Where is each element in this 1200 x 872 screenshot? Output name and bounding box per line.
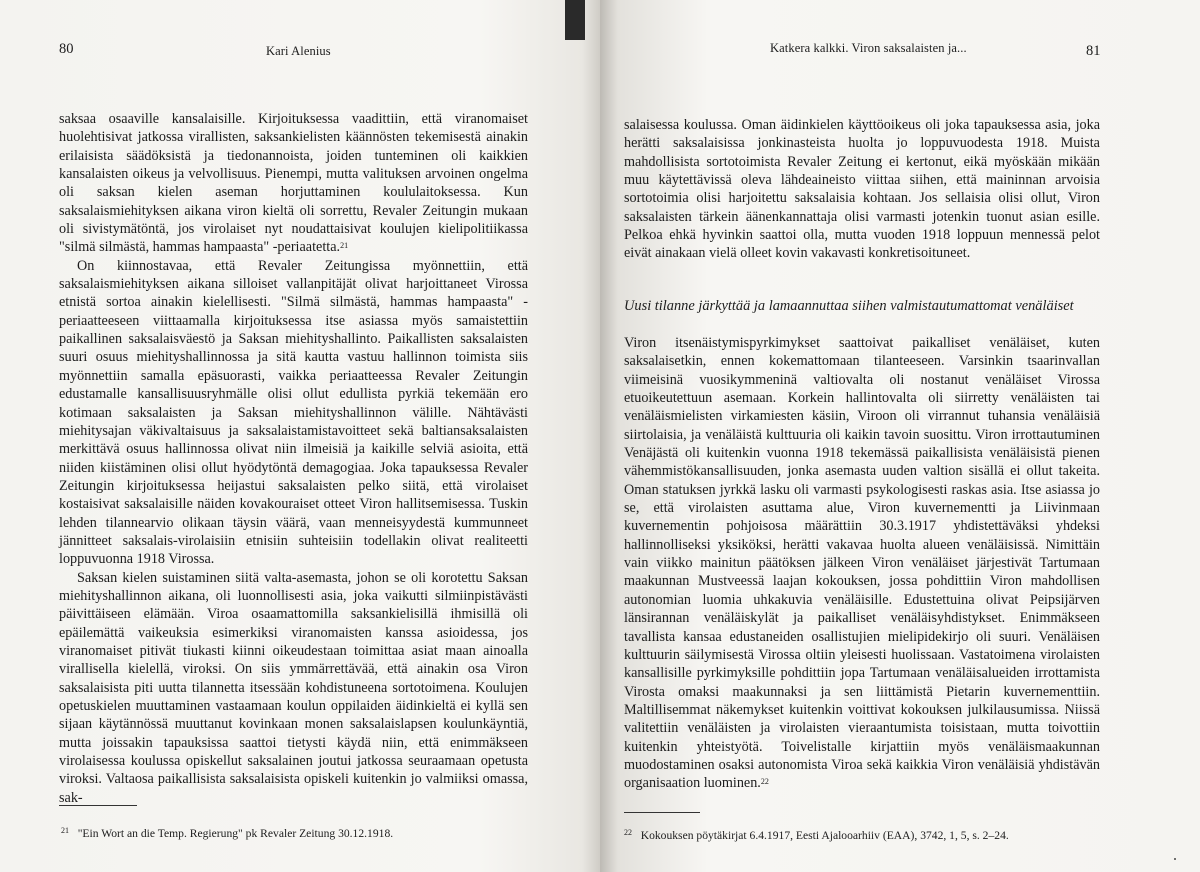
section-heading: Uusi tilanne järkyttää ja lamaannuttaa siihen valmistautumattomat venäläiset <box>624 298 1074 314</box>
footnote-rule <box>59 805 137 806</box>
body-text-bottom <box>624 334 1100 793</box>
page-number: 80 <box>59 41 74 57</box>
footnote <box>624 829 1094 842</box>
footnote-marker: 22 <box>624 828 632 837</box>
running-head: Kari Alenius <box>266 44 331 58</box>
scan-speck <box>1174 858 1176 860</box>
page-number: 81 <box>1086 43 1101 59</box>
footnote-text: Kokouksen pöytäkirjat 6.4.1917, Eesti Ajalooarhiiv (EAA), 3742, 1, 5, s. 2–24. <box>640 829 1009 842</box>
footnote-text: "Ein Wort an die Temp. Regierung" pk Revaler Zeitung 30.12.1918. <box>77 827 394 840</box>
paragraph-text: Viron itsenäistymispyrkimykset saattoivat paikalliset venäläiset, kuten saksalaisetkin, ennen kokemattomaan tilanteeseen. Varsinkin tsaarinvallan viimeisinä vuosikymmeninä valtiovalta oli nostanut venäläiset Virossa etuoikeutettuun asemaan. Korkein hallintovalta oli siirretty venäläisten tai venäläismielisten virkamiesten käsiin, Viroon oli virrannut tuhansia venäläisiä siirtolaisia, ja venäläistä kulttuuria oli kaikin tavoin suosittu. Viron irrottautuminen Venäjästä oli kuitenkin vuonna 1918 tekemässä paikallisista venäläisistä pienen vähemmistökansallisuuden, jonka asemasta uuden valtion sisällä ei ollut takeita. Oman statuksen jyrkkä lasku oli varmasti psykologisesti raskas asia. Itse asiassa jo se, että virolaisten asuttama alue, Viron kuvernementti ja Liivinmaan kuvernementin pohjoisosa määrättiin 30.3.1917 yhdistettäväksi yhdeksi hallinnolliseksi yksiköksi, herätti vakavaa huolta alueen venäläisissä. Nimittäin vain viikko mainitun päätöksen jälkeen Viron venäläiset järjestivät Tartumaan maakunnan Mustveessä laajan kokouksen, jossa pohdittiin Viron mahdollisen autonomian luomia uhkakuvia venäläisille. Edustettuina olivat Peipsijärven länsirannan venäläiskylät ja paikalliset venäläisyhdistykset. Enimmäkseen tavallista kansaa edustaneiden osallistujien mielipidekirjo oli suuri. Venäläisen kulttuurin säilymisestä Virossa oltiin yleisesti huolissaan. Vastatoimena virolaisten kansallisille pyrkimyksille pohdittiin jopa Tartumaan venäläisalueiden irrottamista Virosta omaksi maakunnaksi ja sen liittämistä Pietarin kuvernementtiin. Maltillisemmat näkemykset kuitenkin voittivat kokouksen julkilausumissa. Niissä valitettiin venäläisten ja virolaisten vieraantumista toisistaan, mutta toivottiin kuitenkin yhteistyötä. Toivelistalle kirjattiin myös venäläismaakunnan muodostaminen osaksi autonomista Viroa sekä kaikkia Viron venäläisiä yhdistävän organisaation luominen. <box>624 335 1100 792</box>
paragraph: On kiinnostavaa, että Revaler Zeitungissa myönnettiin, että saksalaismiehityksen aikana silloiset vallanpitäjät olivat harjoittaneet Virossa etnistä sortoa ainakin kielellisesti. "Silmä silmästä, hammas hampaasta" -periaatteeseen viittaamalla kirjoituksessa itse asiassa myös samaistettiin paikallinen saksalaisväestö ja Saksan miehityshallinto. Paikallisten saksalaisten suuri osuus miehityshallinnossa ja sitä kautta vastuu hallinnon toimista siis myönnettiin samalla epäsuorasti, vaikka periaatteessa Revaler Zeitungin edustamalle kansallisuusryhmälle olisi ollut edullista pyrkiä tekemään ero kotimaan saksalaisten ja Saksan miehityshallinnon välille. Nähtävästi miehitysajan väkivaltaisuus ja saksalaistamistavoitteet sekä baltiansaksalaisten merkittävä osuus hallinnossa olivat niin ilmeisiä ja kaikille selviä asioita, että niiden kiistäminen olisi ollut hyödytöntä demagogiaa. Joka tapauksessa Revaler Zeitungin kirjoituksessa heijastui saksalaisten pelko siitä, että virolaiset kostaisivat saksalaisille näiden kovakouraiset otteet Viron hallitsemisessa. Tuskin lehden tilannearvio olikaan täysin väärä, vaan menneisyydestä kummunneet jännitteet saksalais-virolaisiin etnisiin suhteisiin todellakin olivat realiteetti loppuvuonna 1918 Virossa. <box>59 257 528 568</box>
body-text <box>59 110 528 807</box>
paragraph: Saksan kielen suistaminen siitä valta-asemasta, johon se oli korotettu Saksan miehityshallinnon aikana, oli luonnollisesti asia, joka vaikutti silmiinpistävästi päivittäiseen elämään. Viroa osaamattomilla saksankielisillä ihmisillä oli epäilemättä vaikeuksia esimerkiksi viranomaisten kanssa asioidessa, jos viranomaiset pitivät tiukasti kiinni oikeudestaan toimittaa asiat maan ainoalla virallisella kielellä, viroksi. On siis ymmärrettävää, että ainakin osa Viron saksalaisista piti uutta tilannetta itsessään kohdistuneena sortotoimena. Koulujen opetuskielen muuttaminen vastaamaan koulun oppilaiden äidinkieltä ei kyllä sen sijaan käytännössä muuttanut kovinkaan monen saksalaislapsen koulunkäyntiä, mutta joissakin tapauksissa saattoi tietysti käydä niin, että enimmäkseen virolaisessa koulussa opiskellut saksalainen joutui jatkossa seuraamaan opetusta viroksi. Valtaosa paikallisista saksalaisista opiskeli kuitenkin jo valmiiksi omassa, sak- <box>59 569 528 806</box>
paragraph <box>59 110 528 257</box>
running-head: Katkera kalkki. Viron saksalaisten ja... <box>770 41 967 55</box>
paragraph-text: saksaa osaaville kansalaisille. Kirjoituksessa vaadittiin, että viranomaiset huolehtisivat jatkossa virallisten, saksankielisten käännösten tekemisestä ainakin erilaisista säädöksistä ja tiedonannoista, joiden tunteminen oli kaikkien kansalaisten oikeus ja velvollisuus. Pienempi, mutta valituksen arvoinen ongelma oli saksan kielen aseman horjuttaminen koululaitoksessa. Kun saksalaismiehityksen aikana viron kieltä oli sorrettu, Revaler Zeitungin mukaan oli sivistymätöntä, jos virolaiset nyt noudattaisivat koulujen kielipolitiikassa "silmä silmästä, hammas hampaasta" -periaatetta. <box>59 111 528 256</box>
footnote <box>61 827 521 840</box>
footnote-marker: 21 <box>61 826 69 835</box>
footnote-ref: 21 <box>340 241 349 251</box>
paragraph: salaisessa koulussa. Oman äidinkielen käyttöoikeus oli joka tapauksessa asia, joka herätti saksalaisissa jonkinasteista huolta jo loppuvuodesta 1918. Muista mahdollisista sortotoimista Revaler Zeitung ei kertonut, eikä myöskään mikään muu käytettävissä oleva lähdeaineisto viittaa siihen, että maininnan arvoisia sortotoimia olisi harjoitettu saksalaisia kohtaan. Jos sellaisia olisi ollut, Viron saksalaisten tärkein äänenkannattaja olisi varmasti jotenkin tuonut asian esille. Pelkoa ehkä hyvinkin saattoi olla, mutta vuoden 1918 loppuun mennessä pelot eivät ainakaan vielä olleet kovin vakavasti konkretisoituneet. <box>624 117 1100 262</box>
paragraph <box>624 334 1100 793</box>
footnote-rule <box>624 812 700 813</box>
body-text-top <box>624 116 1100 263</box>
footnote-ref: 22 <box>760 777 769 787</box>
right-page <box>600 0 1200 872</box>
gutter-shadow <box>565 0 585 40</box>
